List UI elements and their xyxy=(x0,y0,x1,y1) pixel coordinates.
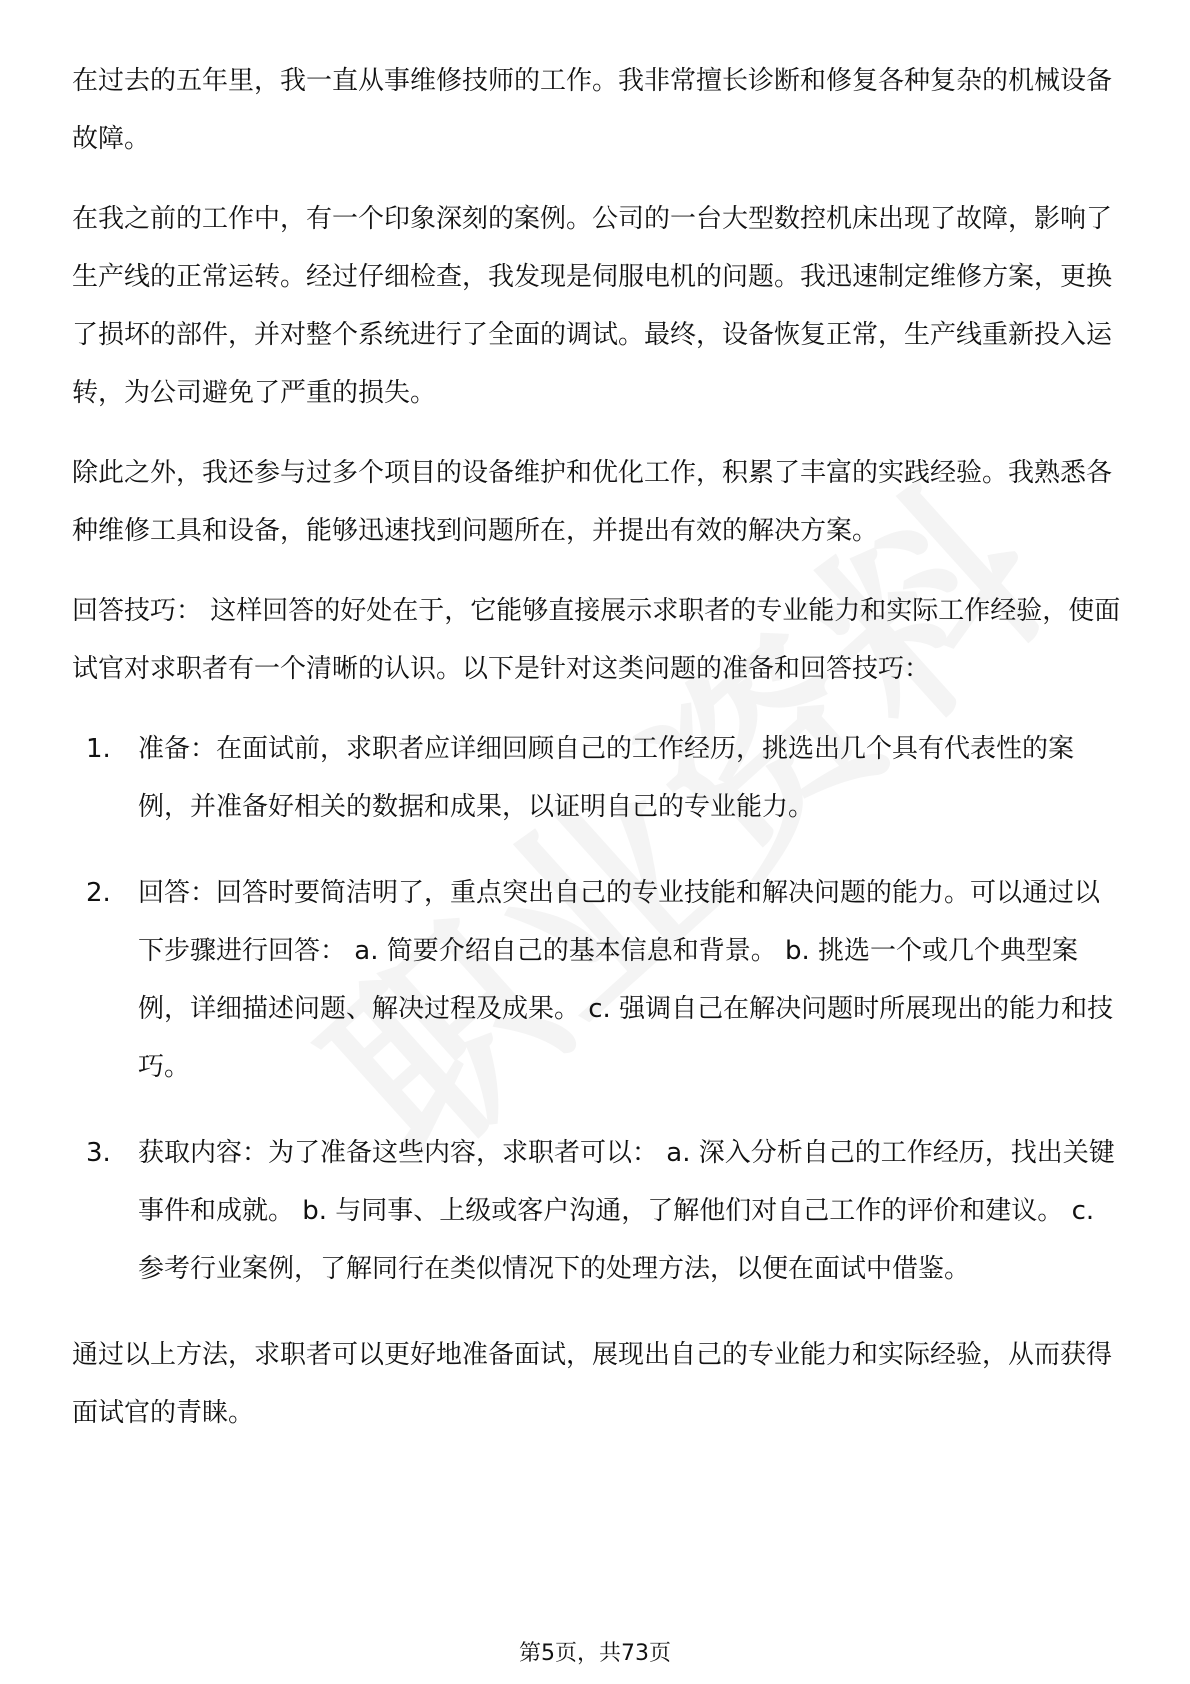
list-item-number: 1. xyxy=(86,734,111,764)
list-item-text: 获取内容：为了准备这些内容，求职者可以： a. 深入分析自己的工作经历，找出关键事件和成就。 b. 与同事、上级或客户沟通，了解他们对自己工作的评价和建议。 c. 参考行业案例，了解同行在类似情况下的处理方法，以便在面试中借鉴。 xyxy=(138,1138,1115,1284)
list-item xyxy=(86,1124,1122,1298)
list-item xyxy=(86,720,1122,836)
paragraph-experience: 在过去的五年里，我一直从事维修技师的工作。我非常擅长诊断和修复各种复杂的机械设备故障。 xyxy=(72,66,1113,154)
list-item xyxy=(86,864,1122,1096)
tips-list xyxy=(72,720,1122,1298)
page-footer xyxy=(0,1636,1190,1667)
list-item-number: 2. xyxy=(86,878,111,908)
list-item-text: 准备：在面试前，求职者应详细回顾自己的工作经历，挑选出几个具有代表性的案例，并准备好相关的数据和成果，以证明自己的专业能力。 xyxy=(138,734,1075,822)
paragraph-answer-tips: 回答技巧： 这样回答的好处在于，它能够直接展示求职者的专业能力和实际工作经验，使面试官对求职者有一个清晰的认识。以下是针对这类问题的准备和回答技巧： xyxy=(72,596,1121,684)
page-number-label: 第5页，共73页 xyxy=(519,1641,671,1666)
list-item-number: 3. xyxy=(86,1138,111,1168)
paragraph-additional: 除此之外，我还参与过多个项目的设备维护和优化工作，积累了丰富的实践经验。我熟悉各种维修工具和设备，能够迅速找到问题所在，并提出有效的解决方案。 xyxy=(72,458,1113,546)
list-item-text: 回答：回答时要简洁明了，重点突出自己的专业技能和解决问题的能力。可以通过以下步骤进行回答： a. 简要介绍自己的基本信息和背景。 b. 挑选一个或几个典型案例，详细描述问题、解决过程及成果。 c. 强调自己在解决问题时所展现出的能力和技巧。 xyxy=(138,878,1114,1082)
paragraph-case: 在我之前的工作中，有一个印象深刻的案例。公司的一台大型数控机床出现了故障，影响了生产线的正常运转。经过仔细检查，我发现是伺服电机的问题。我迅速制定维修方案，更换了损坏的部件，并对整个系统进行了全面的调试。最终，设备恢复正常，生产线重新投入运转，为公司避免了严重的损失。 xyxy=(72,204,1113,408)
document-body xyxy=(72,52,1122,1464)
paragraph-closing: 通过以上方法，求职者可以更好地准备面试，展现出自己的专业能力和实际经验，从而获得面试官的青睐。 xyxy=(72,1340,1113,1428)
